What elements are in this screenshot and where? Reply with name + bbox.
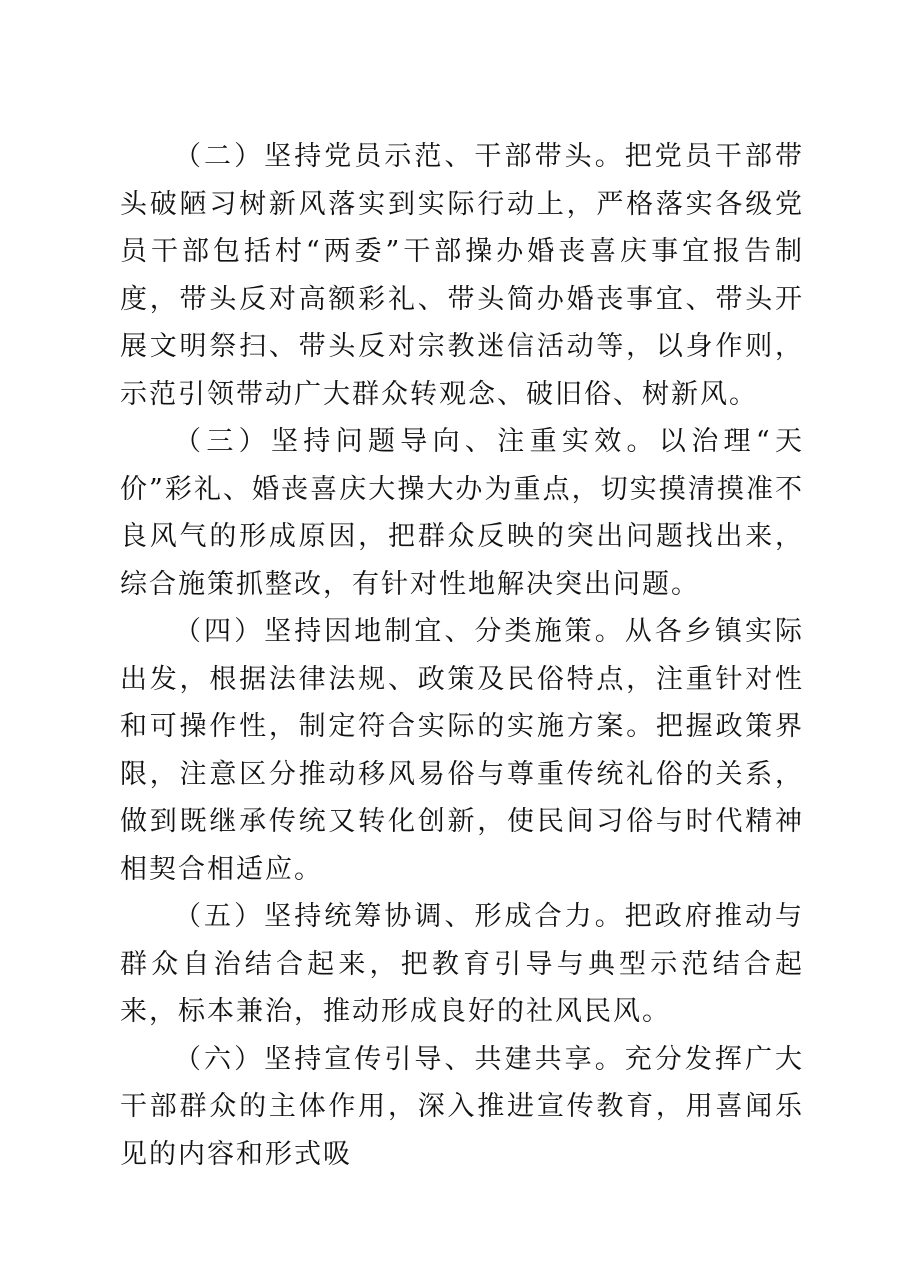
paragraph-problem-oriented: （三）坚持问题导向、注重实效。以治理“天价”彩礼、婚丧喜庆大操大办为重点，切实摸清摸准不良风气的形成原因，把群众反映的突出问题找出来，综合施策抓整改，有针对性地解决突出问题。 (120, 426, 804, 600)
document-body (120, 133, 804, 1178)
paragraph-party-members-lead: （二）坚持党员示范、干部带头。把党员干部带头破陋习树新风落实到实际行动上，严格落实各级党员干部包括村“两委”干部操办婚丧喜庆事宜报告制度，带头反对高额彩礼、带头简办婚丧事宜、带头开展文明祭扫、带头反对宗教迷信活动等，以身作则，示范引领带动广大群众转观念、破旧俗、树新风。 (120, 141, 804, 410)
paragraph-local-conditions: （四）坚持因地制宜、分类施策。从各乡镇实际出发，根据法律法规、政策及民俗特点，注重针对性和可操作性，制定符合实际的实施方案。把握政策界限，注意区分推动移风易俗与尊重传统礼俗的关系，做到既继承传统又转化创新，使民间习俗与时代精神相契合相适应。 (120, 616, 804, 885)
paragraph-publicity-guidance: （六）坚持宣传引导、共建共享。充分发挥广大干部群众的主体作用，深入推进宣传教育，用喜闻乐见的内容和形式吸 (120, 1043, 804, 1170)
paragraph-coordination: （五）坚持统筹协调、形成合力。把政府推动与群众自治结合起来，把教育引导与典型示范结合起来，标本兼治，推动形成良好的社风民风。 (120, 901, 804, 1027)
